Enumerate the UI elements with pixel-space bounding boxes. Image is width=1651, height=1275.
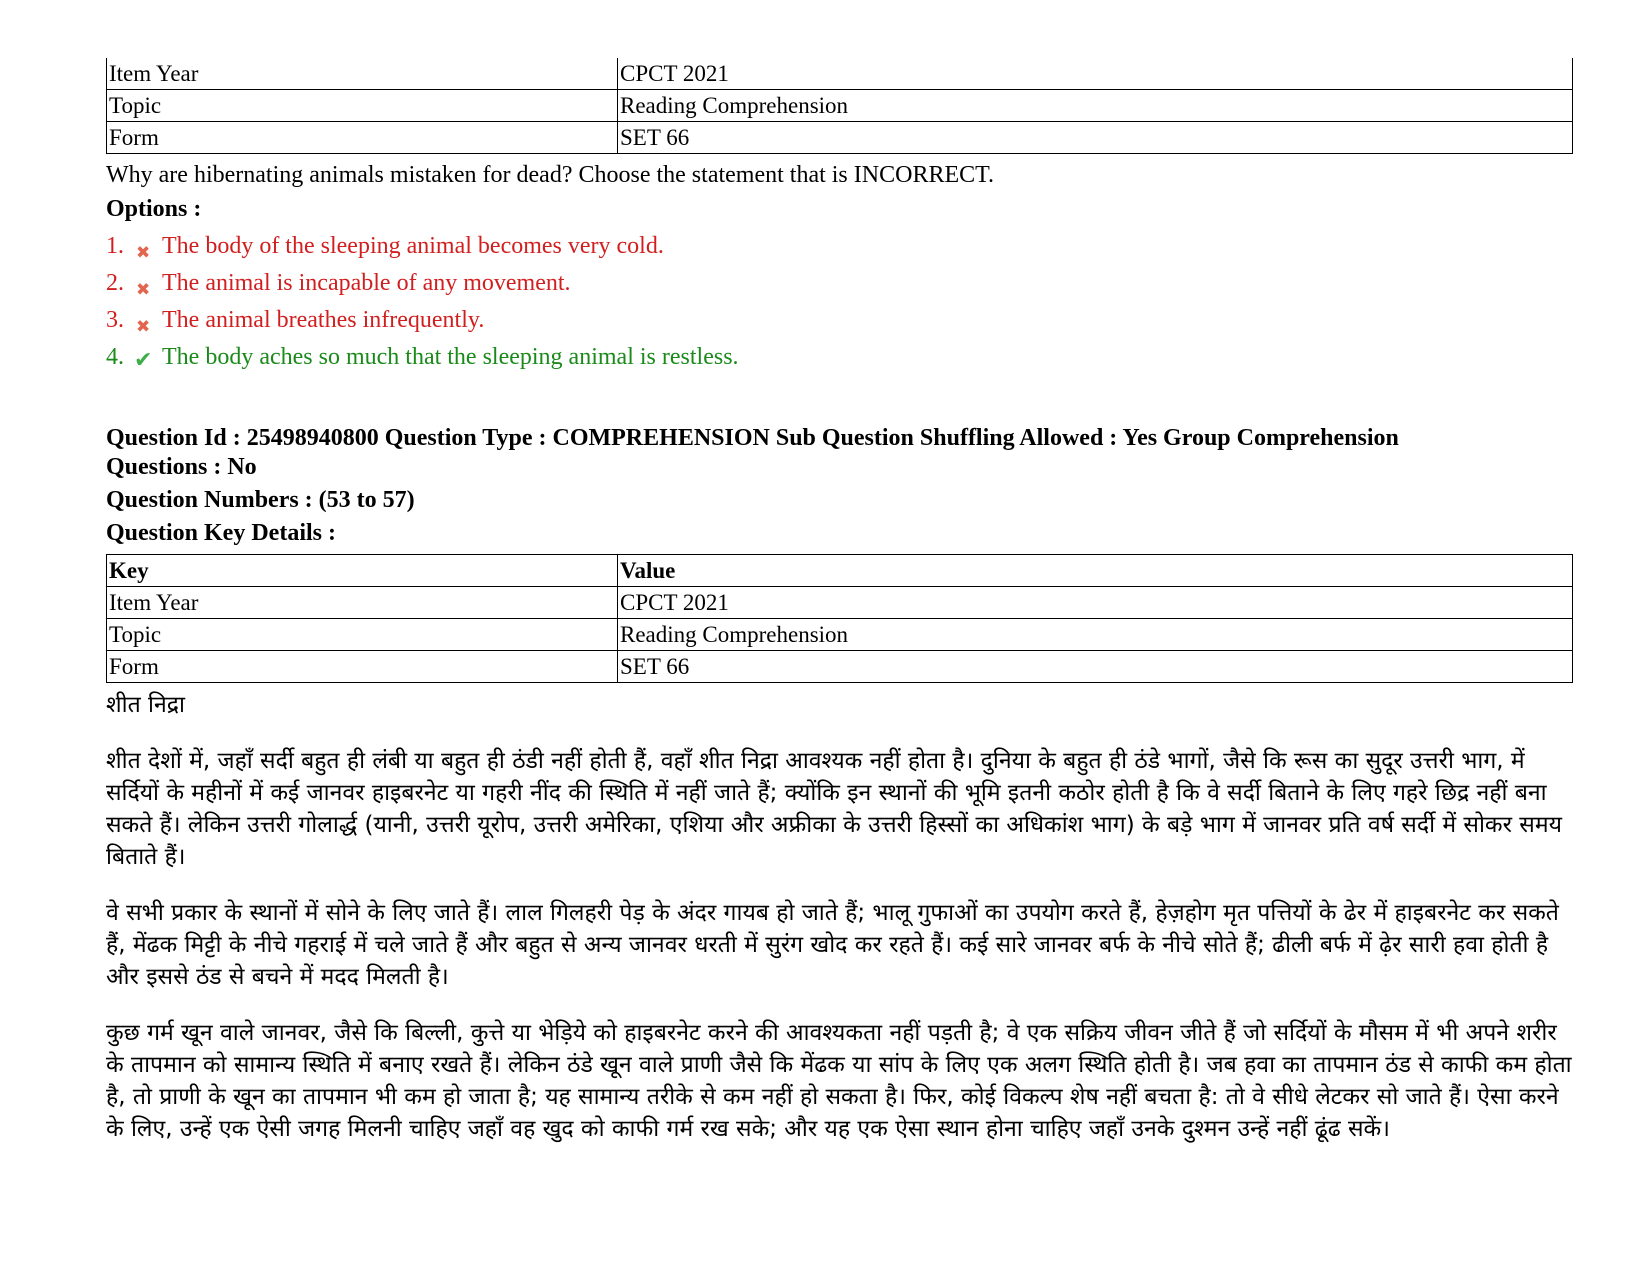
option-text: The body aches so much that the sleeping animal is restless.	[162, 344, 739, 370]
option-number: 2.	[106, 270, 124, 296]
value-cell: CPCT 2021	[618, 587, 1573, 619]
question-text: Why are hibernating animals mistaken for dead? Choose the statement that is INCORRECT.	[106, 162, 994, 188]
option-number: 3.	[106, 307, 124, 333]
option-text: The animal breathes infrequently.	[162, 307, 485, 333]
value-cell: SET 66	[618, 651, 1573, 683]
passage-paragraph-2: वे सभी प्रकार के स्थानों में सोने के लिए जाते हैं। लाल गिलहरी पेड़ के अंदर गायब हो जाते हैं; भालू गुफाओं का उपयोग करते हैं, हेज़होग मृत पत्तियों के ढेर में हाइबरनेट कर सकते हैं, मेंढक मिट्टी के नीचे गहराई में चले जाते हैं और बहुत से अन्य जानवर धरती में सुरंग खोद कर रहते हैं। कई सारे जानवर बर्फ के नीचे सोते हैं; ढीली बर्फ में ढ़ेर सारी हवा होती है और इससे ठंड से बचने में मदद मिलती है।	[106, 900, 1559, 990]
cross-icon: ✖	[136, 243, 151, 263]
passage-paragraph-1: शीत देशों में, जहाँ सर्दी बहुत ही लंबी या बहुत ही ठंडी नहीं होती हैं, वहाँ शीत निद्रा आवश्यक नहीं होता है। दुनिया के बहुत ही ठंडे भागों, जैसे कि रूस का सुदूर उत्तरी भाग, में सर्दियों के महीनों में कई जानवर हाइबरनेट या गहरी नींद की स्थिति में नहीं जाते हैं; क्योंकि इन स्थानों की भूमि इतनी कठोर होती है कि वे सर्दी बिताने के लिए गहरे छिद्र नहीं बना सकते हैं। लेकिन उत्तरी गोलार्द्ध (यानी, उत्तरी यूरोप, उत्तरी अमेरिका, एशिया और अफ्रीका के उत्तरी हिस्सों का अधिकांश भाग) के बड़े भाग में जानवर प्रति वर्ष सर्दी में सोकर समय बिताते हैं।	[106, 748, 1562, 870]
passage-paragraph-3: कुछ गर्म खून वाले जानवर, जैसे कि बिल्ली, कुत्ते या भेड़िये को हाइबरनेट करने की आवश्यकता नहीं पड़ती है; वे एक सक्रिय जीवन जीते हैं जो सर्दियों के मौसम में भी अपने शरीर के तापमान को सामान्य स्थिति में बनाए रखते हैं। लेकिन ठंडे खून वाले प्राणी जैसे कि मेंढक या सांप के लिए एक अलग स्थिति होती है। जब हवा का तापमान ठंड से काफी कम होता है, तो प्राणी के खून का तापमान भी कम हो जाता है; यह सामान्य तरीके से कम नहीं हो सकता है। फिर, कोई विकल्प शेष नहीं बचता है: तो वे सीधे लेटकर सो जाते हैं। ऐसा करने के लिए, उन्हें एक ऐसी जगह मिलनी चाहिए जहाँ वह खुद को काफी गर्म रख सके; और यह एक ऐसा स्थान होना चाहिए जहाँ उनके दुश्मन उन्हें नहीं ढूंढ सकें।	[106, 1020, 1572, 1142]
value-cell: CPCT 2021	[618, 59, 1573, 90]
option-text: The body of the sleeping animal becomes very cold.	[162, 233, 664, 259]
passage-title: शीत निद्रा	[106, 692, 185, 718]
key-header: Key	[107, 555, 618, 587]
value-header: Value	[618, 555, 1573, 587]
table-header-row	[107, 555, 1573, 587]
options-list	[106, 228, 1576, 376]
option-4	[106, 339, 1576, 376]
top-key-table	[106, 58, 1573, 154]
option-1	[106, 228, 1576, 265]
key-cell: Item Year	[107, 59, 618, 90]
key-cell: Topic	[107, 90, 618, 122]
value-cell: Reading Comprehension	[618, 90, 1573, 122]
question-meta: Question Id : 25498940800 Question Type : COMPREHENSION Sub Question Shuffling Allowed : Yes Group Comprehension Questions : No	[106, 425, 1399, 480]
table-row	[107, 90, 1573, 122]
key-cell: Form	[107, 122, 618, 154]
question-key-table	[106, 554, 1573, 683]
value-cell: Reading Comprehension	[618, 619, 1573, 651]
key-cell: Form	[107, 651, 618, 683]
value-cell: SET 66	[618, 122, 1573, 154]
option-3	[106, 302, 1576, 339]
key-cell: Topic	[107, 619, 618, 651]
table-row	[107, 619, 1573, 651]
option-text: The animal is incapable of any movement.	[162, 270, 571, 296]
question-numbers: Question Numbers : (53 to 57)	[106, 487, 415, 513]
option-2	[106, 265, 1576, 302]
options-label: Options :	[106, 196, 202, 222]
question-key-details-label: Question Key Details :	[106, 520, 336, 546]
document-page	[106, 58, 1576, 1145]
option-number: 4.	[106, 344, 124, 370]
table-row	[107, 122, 1573, 154]
option-number: 1.	[106, 233, 124, 259]
table-row	[107, 587, 1573, 619]
check-icon: ✔	[134, 348, 153, 373]
cross-icon: ✖	[136, 280, 151, 300]
table-row	[107, 651, 1573, 683]
key-cell: Item Year	[107, 587, 618, 619]
table-row	[107, 59, 1573, 90]
cross-icon: ✖	[136, 317, 151, 337]
